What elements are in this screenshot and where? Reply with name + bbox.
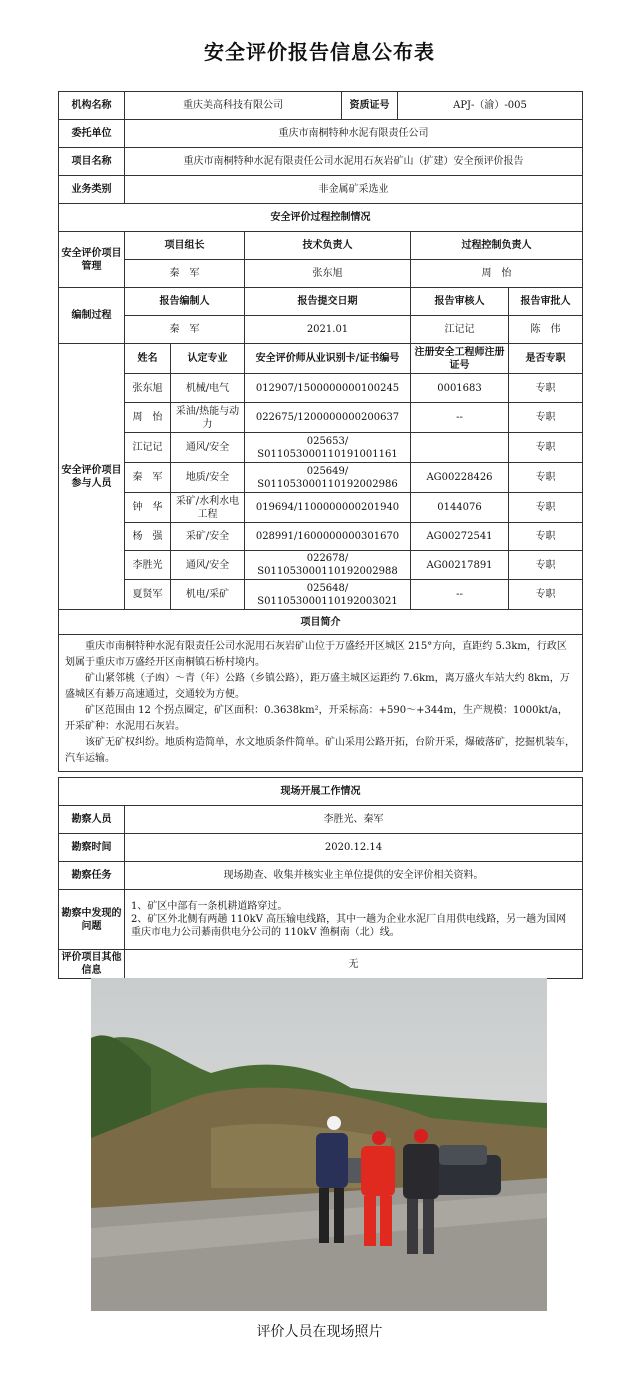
table-row: [59, 463, 583, 493]
staff-header-name: 姓名: [125, 344, 171, 374]
site-people: 李胜光、秦军: [125, 806, 583, 834]
org-label: 机构名称: [59, 92, 125, 120]
mgmt-h2: 技术负责人: [245, 232, 411, 260]
staff-header-card: 安全评价师从业识别卡/证书编号: [245, 344, 411, 374]
staff-reg: AG00272541: [411, 523, 509, 551]
staff-fulltime: 专职: [509, 580, 583, 610]
staff-reg: --: [411, 580, 509, 610]
site-header: 现场开展工作情况: [59, 778, 583, 806]
staff-major: 采矿/安全: [171, 523, 245, 551]
project-value: 重庆市南桐特种水泥有限责任公司水泥用石灰岩矿山（扩建）安全预评价报告: [125, 148, 583, 176]
staff-card: 025648/ S011053000110192003021: [245, 580, 411, 610]
intro-header: 项目简介: [59, 610, 583, 635]
staff-reg: 0001683: [411, 374, 509, 403]
client-label: 委托单位: [59, 120, 125, 148]
compile-v4: 陈 伟: [509, 316, 583, 344]
mgmt-h3: 过程控制负责人: [411, 232, 583, 260]
staff-reg: --: [411, 403, 509, 433]
staff-fulltime: 专职: [509, 493, 583, 523]
cert-label: 资质证号: [342, 92, 398, 120]
staff-label: 安全评价项目参与人员: [59, 344, 125, 610]
staff-fulltime: 专职: [509, 433, 583, 463]
compile-h1: 报告编制人: [125, 288, 245, 316]
staff-major: 机电/采矿: [171, 580, 245, 610]
table-row: [59, 551, 583, 580]
staff-name: 张东旭: [125, 374, 171, 403]
staff-name: 李胜光: [125, 551, 171, 580]
staff-reg: [411, 433, 509, 463]
photo-caption: 评价人员在现场照片: [256, 1324, 383, 1340]
mgmt-v1: 秦 军: [125, 260, 245, 288]
table-row: [59, 403, 583, 433]
staff-name: 江记记: [125, 433, 171, 463]
mgmt-v2: 张东旭: [245, 260, 411, 288]
compile-h3: 报告审核人: [411, 288, 509, 316]
staff-name: 杨 强: [125, 523, 171, 551]
process-control-table: [58, 203, 583, 772]
staff-major: 通风/安全: [171, 433, 245, 463]
org-value: 重庆美高科技有限公司: [125, 92, 342, 120]
page-title: 安全评价报告信息公布表: [204, 40, 435, 64]
staff-name: 周 怡: [125, 403, 171, 433]
staff-card: 025653/ S011053000110191001161: [245, 433, 411, 463]
mgmt-v3: 周 怡: [411, 260, 583, 288]
staff-reg: 0144076: [411, 493, 509, 523]
site-work-table: [58, 777, 583, 979]
staff-card: 019694/1100000000201940: [245, 493, 411, 523]
compile-v2: 2021.01: [245, 316, 411, 344]
intro-paragraph: 矿区范围由 12 个拐点圈定，矿区面积：0.3638km²，开采标高：+590～+344m，生产规模：1000kt/a，开采矿种：水泥用石灰岩。: [65, 705, 568, 732]
staff-card: 022675/1200000000200637: [245, 403, 411, 433]
staff-header-fulltime: 是否专职: [509, 344, 583, 374]
staff-header-reg: 注册安全工程师注册证号: [411, 344, 509, 374]
staff-major: 通风/安全: [171, 551, 245, 580]
staff-header-major: 认定专业: [171, 344, 245, 374]
table-row: [59, 433, 583, 463]
issue-item: 1、矿区中部有一条机耕道路穿过。: [131, 901, 288, 912]
staff-major: 机械/电气: [171, 374, 245, 403]
mgmt-h1: 项目组长: [125, 232, 245, 260]
staff-card: 025649/ S011053000110192002986: [245, 463, 411, 493]
staff-card: 012907/1500000000100245: [245, 374, 411, 403]
table-row: [59, 374, 583, 403]
table-row: [59, 523, 583, 551]
staff-reg: AG00217891: [411, 551, 509, 580]
site-other-label: 评价项目其他信息: [59, 950, 125, 979]
compile-v1: 秦 军: [125, 316, 245, 344]
staff-reg: AG00228426: [411, 463, 509, 493]
site-task-label: 勘察任务: [59, 862, 125, 890]
control-header: 安全评价过程控制情况: [59, 204, 583, 232]
site-other: 无: [125, 950, 583, 979]
site-issues: [125, 890, 583, 950]
staff-card: 022678/ S011053000110192002988: [245, 551, 411, 580]
staff-fulltime: 专职: [509, 551, 583, 580]
staff-name: 秦 军: [125, 463, 171, 493]
site-time: 2020.12.14: [125, 834, 583, 862]
site-issues-label: 勘察中发现的问题: [59, 890, 125, 950]
compile-label: 编制过程: [59, 288, 125, 344]
intro-body: [59, 635, 583, 772]
staff-fulltime: 专职: [509, 463, 583, 493]
mgmt-label: 安全评价项目管理: [59, 232, 125, 288]
compile-h2: 报告提交日期: [245, 288, 411, 316]
basic-info-table: [58, 91, 583, 204]
staff-name: 钟 华: [125, 493, 171, 523]
table-row: [59, 580, 583, 610]
site-photo-illustration: [91, 978, 547, 1311]
staff-fulltime: 专职: [509, 403, 583, 433]
category-value: 非金属矿采选业: [125, 176, 583, 204]
staff-major: 采矿/水利水电工程: [171, 493, 245, 523]
table-row: [59, 493, 583, 523]
compile-h4: 报告审批人: [509, 288, 583, 316]
client-value: 重庆市南桐特种水泥有限责任公司: [125, 120, 583, 148]
staff-name: 夏贤军: [125, 580, 171, 610]
site-people-label: 勘察人员: [59, 806, 125, 834]
site-photo: [91, 978, 547, 1311]
issue-item: 2、矿区外北侧有两趟 110kV 高压输电线路，其中一趟为企业水泥厂自用供电线路，另一趟为国网重庆市电力公司綦南供电分公司的 110kV 渔桐南（北）线。: [131, 914, 567, 938]
staff-fulltime: 专职: [509, 374, 583, 403]
site-time-label: 勘察时间: [59, 834, 125, 862]
staff-fulltime: 专职: [509, 523, 583, 551]
cert-value: APJ-（渝）-005: [398, 92, 583, 120]
staff-card: 028991/1600000000301670: [245, 523, 411, 551]
compile-v3: 江记记: [411, 316, 509, 344]
site-task: 现场勘查、收集并核实业主单位提供的安全评价相关资料。: [125, 862, 583, 890]
intro-paragraph: 该矿无矿权纠纷。地质构造简单，水文地质条件简单。矿山采用公路开拓，台阶开采，爆破落矿，挖掘机装车，汽车运输。: [65, 737, 575, 764]
intro-paragraph: 矿山紧邻桃（子凼）～青（年）公路（乡镇公路），距万盛主城区运距约 7.6km，离万盛火车站大约 8km，万盛城区有綦万高速通过，交通较为方便。: [65, 673, 570, 700]
intro-paragraph: 重庆市南桐特种水泥有限责任公司水泥用石灰岩矿山位于万盛经开区城区 215°方向，直距约 5.3km，行政区划属于重庆市万盛经开区南桐镇石桥村境内。: [65, 641, 567, 668]
staff-major: 采油/热能与动力: [171, 403, 245, 433]
project-label: 项目名称: [59, 148, 125, 176]
category-label: 业务类别: [59, 176, 125, 204]
staff-major: 地质/安全: [171, 463, 245, 493]
